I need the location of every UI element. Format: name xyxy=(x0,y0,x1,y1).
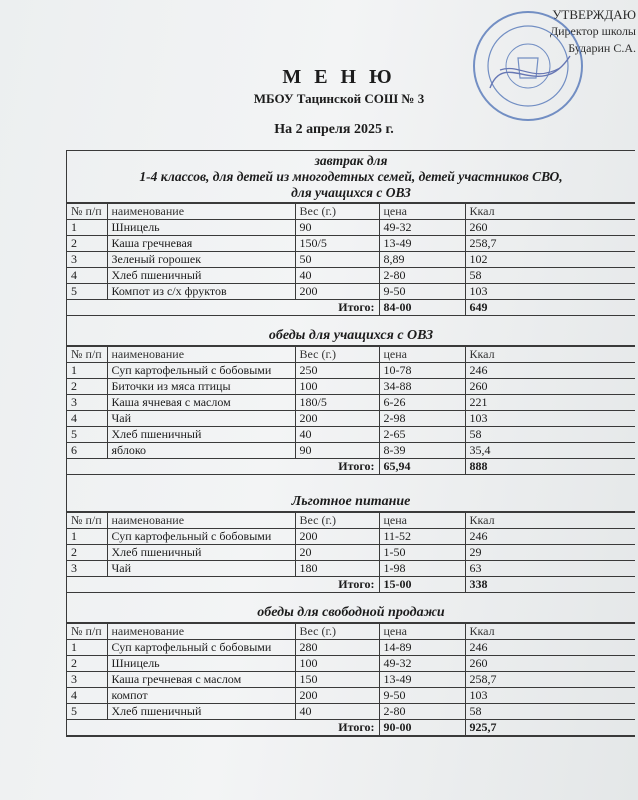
cell-n: 5 xyxy=(67,427,107,443)
cell-kcal: 260 xyxy=(465,656,635,672)
table-row xyxy=(67,236,635,252)
cell-n: 4 xyxy=(67,411,107,427)
cell-price: 2-80 xyxy=(379,704,465,720)
cell-name: Каша гречневая xyxy=(107,236,295,252)
section-title xyxy=(67,492,635,512)
table-row xyxy=(67,561,635,577)
cell-kcal: 260 xyxy=(465,379,635,395)
table-row xyxy=(67,672,635,688)
table-row xyxy=(67,268,635,284)
cell-price: 11-52 xyxy=(379,529,465,545)
cell-price: 8-39 xyxy=(379,443,465,459)
table-row xyxy=(67,411,635,427)
column-header-kcal: Ккал xyxy=(465,204,635,220)
cell-n: 2 xyxy=(67,236,107,252)
cell-price: 2-98 xyxy=(379,411,465,427)
cell-weight: 100 xyxy=(295,656,379,672)
cell-price: 2-80 xyxy=(379,268,465,284)
cell-kcal: 58 xyxy=(465,268,635,284)
column-header-name: наименование xyxy=(107,204,295,220)
cell-price: 49-32 xyxy=(379,220,465,236)
table-row xyxy=(67,656,635,672)
cell-kcal: 246 xyxy=(465,363,635,379)
section-spacer xyxy=(67,593,635,603)
cell-kcal: 58 xyxy=(465,427,635,443)
total-row xyxy=(67,300,635,316)
table-row xyxy=(67,220,635,236)
cell-n: 6 xyxy=(67,443,107,459)
total-price: 15-00 xyxy=(379,577,465,593)
cell-name: Каша гречневая с маслом xyxy=(107,672,295,688)
total-kcal: 338 xyxy=(465,577,635,593)
cell-weight: 90 xyxy=(295,443,379,459)
cell-weight: 90 xyxy=(295,220,379,236)
section-title-line: Льготное питание xyxy=(291,494,411,509)
cell-weight: 250 xyxy=(295,363,379,379)
cell-n: 3 xyxy=(67,395,107,411)
column-header-price: цена xyxy=(379,624,465,640)
cell-name: Шницель xyxy=(107,656,295,672)
cell-weight: 100 xyxy=(295,379,379,395)
section-spacer xyxy=(67,475,635,492)
cell-name: Суп картофельный с бобовыми xyxy=(107,640,295,656)
cell-n: 3 xyxy=(67,252,107,268)
cell-weight: 280 xyxy=(295,640,379,656)
cell-price: 34-88 xyxy=(379,379,465,395)
table-header-row xyxy=(67,513,635,529)
menu-date: На 2 апреля 2025 г. xyxy=(274,122,394,137)
cell-kcal: 103 xyxy=(465,688,635,704)
menu-table xyxy=(67,623,635,736)
menu-table xyxy=(67,346,635,475)
menu-document xyxy=(66,150,635,737)
cell-price: 9-50 xyxy=(379,284,465,300)
table-row xyxy=(67,545,635,561)
cell-name: Чай xyxy=(107,411,295,427)
cell-name: Зеленый горошек xyxy=(107,252,295,268)
table-header-row xyxy=(67,624,635,640)
cell-weight: 50 xyxy=(295,252,379,268)
cell-name: компот xyxy=(107,688,295,704)
total-row xyxy=(67,459,635,475)
cell-price: 2-65 xyxy=(379,427,465,443)
cell-n: 1 xyxy=(67,220,107,236)
cell-name: Суп картофельный с бобовыми xyxy=(107,529,295,545)
cell-n: 3 xyxy=(67,672,107,688)
cell-name: Шницель xyxy=(107,220,295,236)
cell-n: 4 xyxy=(67,688,107,704)
column-header-price: цена xyxy=(379,347,465,363)
approval-name: Бударин С.А. xyxy=(568,41,636,55)
cell-weight: 180/5 xyxy=(295,395,379,411)
section-title xyxy=(67,603,635,623)
table-header-row xyxy=(67,204,635,220)
cell-n: 3 xyxy=(67,561,107,577)
cell-price: 1-98 xyxy=(379,561,465,577)
section-spacer xyxy=(67,316,635,326)
cell-kcal: 103 xyxy=(465,284,635,300)
total-label: Итого: xyxy=(67,459,379,475)
column-header-kcal: Ккал xyxy=(465,624,635,640)
cell-name: Суп картофельный с бобовыми xyxy=(107,363,295,379)
cell-weight: 180 xyxy=(295,561,379,577)
cell-name: Биточки из мяса птицы xyxy=(107,379,295,395)
cell-price: 49-32 xyxy=(379,656,465,672)
menu-table xyxy=(67,512,635,593)
cell-n: 1 xyxy=(67,363,107,379)
table-row xyxy=(67,688,635,704)
cell-weight: 20 xyxy=(295,545,379,561)
table-header-row xyxy=(67,347,635,363)
table-row xyxy=(67,395,635,411)
column-header-num: № п/п xyxy=(67,624,107,640)
cell-n: 1 xyxy=(67,640,107,656)
cell-name: Компот из с/х фруктов xyxy=(107,284,295,300)
cell-name: Хлеб пшеничный xyxy=(107,268,295,284)
cell-n: 1 xyxy=(67,529,107,545)
cell-name: Хлеб пшеничный xyxy=(107,545,295,561)
cell-weight: 200 xyxy=(295,529,379,545)
cell-kcal: 246 xyxy=(465,640,635,656)
cell-weight: 150/5 xyxy=(295,236,379,252)
column-header-num: № п/п xyxy=(67,513,107,529)
cell-kcal: 63 xyxy=(465,561,635,577)
cell-name: яблоко xyxy=(107,443,295,459)
cell-weight: 40 xyxy=(295,268,379,284)
cell-name: Хлеб пшеничный xyxy=(107,427,295,443)
table-row xyxy=(67,640,635,656)
cell-kcal: 58 xyxy=(465,704,635,720)
table-row xyxy=(67,427,635,443)
total-row xyxy=(67,577,635,593)
table-row xyxy=(67,363,635,379)
cell-kcal: 102 xyxy=(465,252,635,268)
cell-n: 2 xyxy=(67,379,107,395)
column-header-price: цена xyxy=(379,513,465,529)
total-kcal: 925,7 xyxy=(465,720,635,736)
total-price: 84-00 xyxy=(379,300,465,316)
approval-title: УТВЕРЖДАЮ xyxy=(552,7,636,22)
table-row xyxy=(67,252,635,268)
cell-kcal: 260 xyxy=(465,220,635,236)
column-header-name: наименование xyxy=(107,624,295,640)
section-title-line: для учащихся с ОВЗ xyxy=(291,185,411,200)
section-title-line: завтрак для xyxy=(314,153,388,168)
cell-weight: 200 xyxy=(295,411,379,427)
menu-table xyxy=(67,203,635,316)
table-row xyxy=(67,443,635,459)
cell-n: 5 xyxy=(67,704,107,720)
table-row xyxy=(67,284,635,300)
cell-price: 10-78 xyxy=(379,363,465,379)
column-header-weight: Вес (г.) xyxy=(295,624,379,640)
cell-weight: 40 xyxy=(295,704,379,720)
section-title xyxy=(67,151,635,203)
column-header-price: цена xyxy=(379,204,465,220)
section-title xyxy=(67,326,635,346)
cell-weight: 200 xyxy=(295,688,379,704)
cell-n: 4 xyxy=(67,268,107,284)
column-header-name: наименование xyxy=(107,347,295,363)
cell-weight: 40 xyxy=(295,427,379,443)
table-row xyxy=(67,379,635,395)
cell-name: Чай xyxy=(107,561,295,577)
column-header-weight: Вес (г.) xyxy=(295,204,379,220)
cell-kcal: 35,4 xyxy=(465,443,635,459)
column-header-num: № п/п xyxy=(67,347,107,363)
section-title-line: обеды для учащихся с ОВЗ xyxy=(268,328,434,343)
cell-weight: 200 xyxy=(295,284,379,300)
cell-price: 1-50 xyxy=(379,545,465,561)
total-price: 65,94 xyxy=(379,459,465,475)
school-name: МБОУ Тацинской СОШ № 3 xyxy=(253,91,425,106)
cell-kcal: 246 xyxy=(465,529,635,545)
cell-price: 14-89 xyxy=(379,640,465,656)
cell-kcal: 258,7 xyxy=(465,672,635,688)
total-label: Итого: xyxy=(67,577,379,593)
total-label: Итого: xyxy=(67,300,379,316)
total-label: Итого: xyxy=(67,720,379,736)
cell-name: Каша ячневая с маслом xyxy=(107,395,295,411)
cell-kcal: 103 xyxy=(465,411,635,427)
section-title-line: 1-4 классов, для детей из многодетных семей, детей участников СВО, xyxy=(139,169,563,184)
section-title-line: обеды для свободной продажи xyxy=(257,605,445,620)
column-header-name: наименование xyxy=(107,513,295,529)
cell-kcal: 258,7 xyxy=(465,236,635,252)
column-header-weight: Вес (г.) xyxy=(295,347,379,363)
cell-n: 2 xyxy=(67,545,107,561)
total-row xyxy=(67,720,635,736)
cell-price: 9-50 xyxy=(379,688,465,704)
table-row xyxy=(67,704,635,720)
page-title: М Е Н Ю xyxy=(282,66,396,88)
cell-price: 13-49 xyxy=(379,236,465,252)
total-kcal: 888 xyxy=(465,459,635,475)
column-header-weight: Вес (г.) xyxy=(295,513,379,529)
total-price: 90-00 xyxy=(379,720,465,736)
column-header-kcal: Ккал xyxy=(465,513,635,529)
cell-name: Хлеб пшеничный xyxy=(107,704,295,720)
column-header-kcal: Ккал xyxy=(465,347,635,363)
cell-kcal: 29 xyxy=(465,545,635,561)
cell-kcal: 221 xyxy=(465,395,635,411)
cell-n: 5 xyxy=(67,284,107,300)
cell-price: 8,89 xyxy=(379,252,465,268)
total-kcal: 649 xyxy=(465,300,635,316)
table-row xyxy=(67,529,635,545)
column-header-num: № п/п xyxy=(67,204,107,220)
approval-position: Директор школы xyxy=(549,24,636,38)
cell-n: 2 xyxy=(67,656,107,672)
cell-price: 13-49 xyxy=(379,672,465,688)
cell-price: 6-26 xyxy=(379,395,465,411)
cell-weight: 150 xyxy=(295,672,379,688)
